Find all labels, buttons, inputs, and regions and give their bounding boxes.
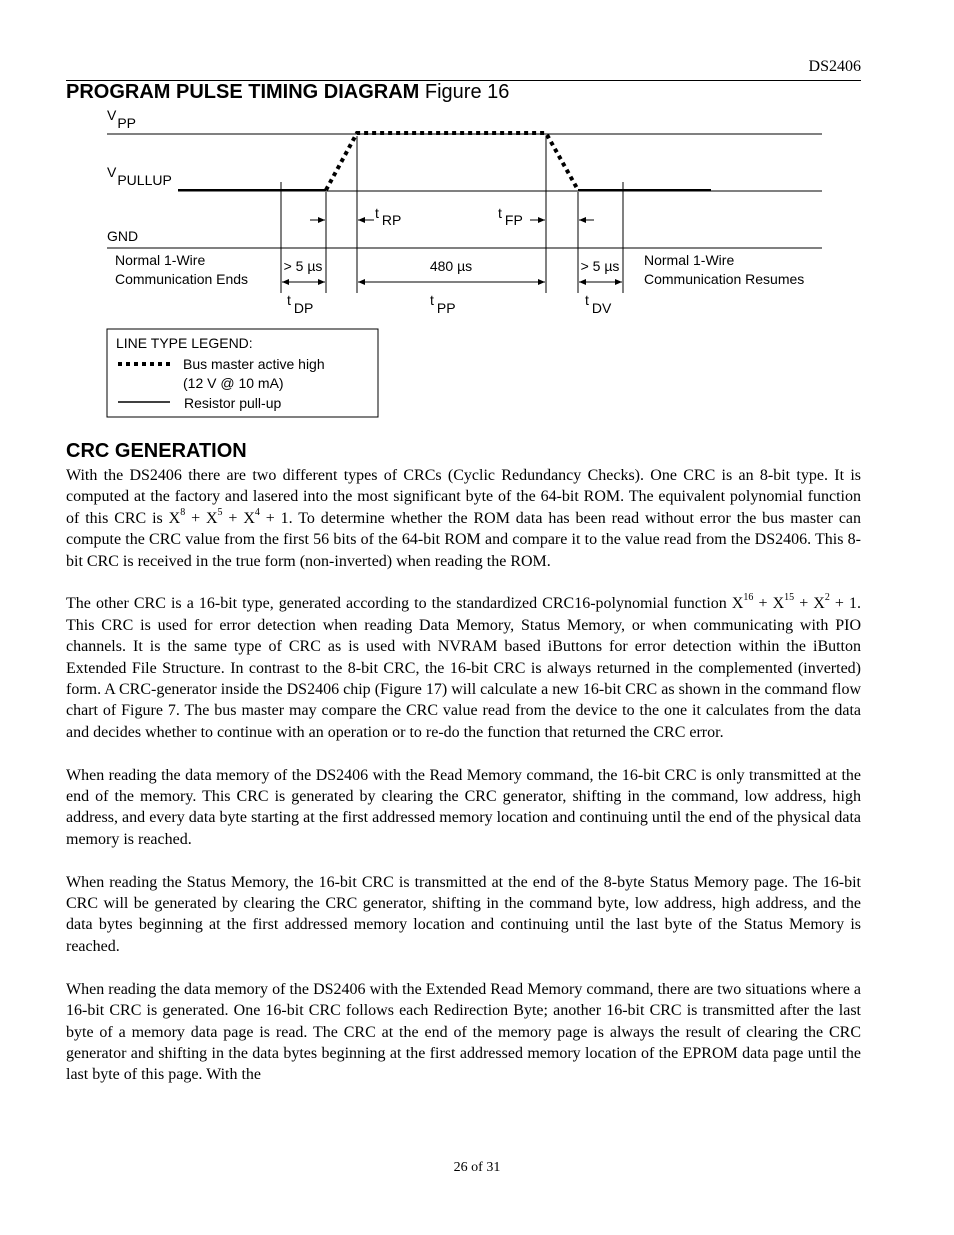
crc-paragraph-1: With the DS2406 there are two different types of CRCs (Cyclic Redundancy Checks). One CRC is an 8-bit type. It is computed at the factory and lasered into the most significant byte of the 64-bit ROM. The equivalent polynomial function of this CRC is $X^8 + X^5 + X^4 + 1$. To determine whether the ROM data has been read without error the bus master can compute the CRC value from the first 56 bits of the 64-bit ROM and compare it to the value read from the DS2406. This 8-bit CRC is received in the true form (non-inverted) when reading the ROM. (66, 467, 862, 570)
tpp-value: 480 µs (429, 258, 473, 274)
exponent: 2 (824, 592, 830, 604)
timing-diagram (0, 100, 954, 430)
legend-title: LINE TYPE LEGEND: (116, 335, 253, 351)
legend-active-line1: Bus master active high (183, 356, 325, 372)
vpullup-label: VPULLUP (107, 164, 172, 188)
crc-paragraph-3: When reading the data memory of the DS2406 with the Read Memory command, the 16-bit CRC is only transmitted at the end of the memory. This CRC is generated by clearing the CRC generator, shifting in the command, low address, high address, and every data byte starting at the first addressed memory location and continuing until the end of the physical data memory is reached. (66, 766, 861, 848)
exponent: 4 (254, 506, 260, 518)
crc-paragraph-4: When reading the Status Memory, the 16-bit CRC is transmitted at the end of the 8-byte Status Memory page. The 16-bit CRC will be generated by clearing the CRC generator, shifting in the command byte, low address, high address, and the data bytes beginning at the first addressed memory location and continuing until the last byte of the Status Memory is reached. (66, 873, 861, 955)
figure-title-bold: PROGRAM PULSE TIMING DIAGRAM (66, 81, 420, 103)
program-pulse-waveform (326, 133, 578, 190)
crc-section-title: CRC GENERATION (66, 440, 247, 462)
document-id: DS2406 (808, 58, 861, 75)
legend-pullup: Resistor pull-up (184, 395, 282, 411)
comm-resumes-line1: Normal 1-Wire (644, 252, 735, 268)
tfp-label: t FP (498, 205, 523, 228)
page-number: 26 of 31 (453, 1160, 501, 1175)
trp-label: t RP (375, 205, 402, 228)
crc-paragraph-2: The other CRC is a 16-bit type, generated according to the standardized CRC16-polynomial function $X^{16} + X^{15} + X^2 + 1$. This CRC is used for error detection when reading Data Memory, Status Memory, or when communicating with PIO channels. It is the same type of CRC as is used with NVRAM based iButtons for error detection within the iButton Extended File Structure. In contrast to the 8-bit CRC, the 16-bit CRC is always returned in the complemented (inverted) form. A CRC-generator inside the DS2406 chip (Figure 17) will calculate a new 16-bit CRC as shown in the command flow chart of Figure 7. The bus master may compare the CRC value read from the device to the one it calculates from the data and decides whether to continue with an operation or to re-do the function that returned the CRC error. (66, 592, 862, 741)
gnd-label: GND (107, 228, 139, 244)
tpp-label: t PP (430, 292, 456, 316)
comm-ends-line2: Communication Ends (115, 271, 249, 287)
exponent: 8 (180, 506, 186, 518)
exponent: 15 (784, 592, 795, 604)
crc-paragraph-5: When reading the data memory of the DS2406 with the Extended Read Memory command, there are two situations where a 16-bit CRC is generated. One 16-bit CRC follows each Redirection Byte; another 16-bit CRC is transmitted after the last byte of a memory data page is read. The CRC at the end of the memory page is always the result of clearing the CRC generator and shifting in the data bytes beginning at the first addressed memory location of the EPROM data page until the last byte of this page. With the (66, 980, 861, 1084)
exponent: 16 (743, 592, 754, 604)
crc-body (66, 465, 861, 1107)
figure-title-number: Figure 16 (419, 81, 510, 103)
comm-resumes-line2: Communication Resumes (644, 271, 805, 287)
comm-ends-line1: Normal 1-Wire (115, 252, 206, 268)
tdp-value: > 5 µs (283, 258, 323, 274)
vpp-label: VPP (107, 107, 137, 131)
tdp-label: t DP (287, 292, 314, 316)
exponent: 5 (217, 506, 223, 518)
tdv-value: > 5 µs (580, 258, 620, 274)
tdv-label: t DV (585, 292, 612, 316)
legend-active-line2: (12 V @ 10 mA) (183, 375, 284, 391)
